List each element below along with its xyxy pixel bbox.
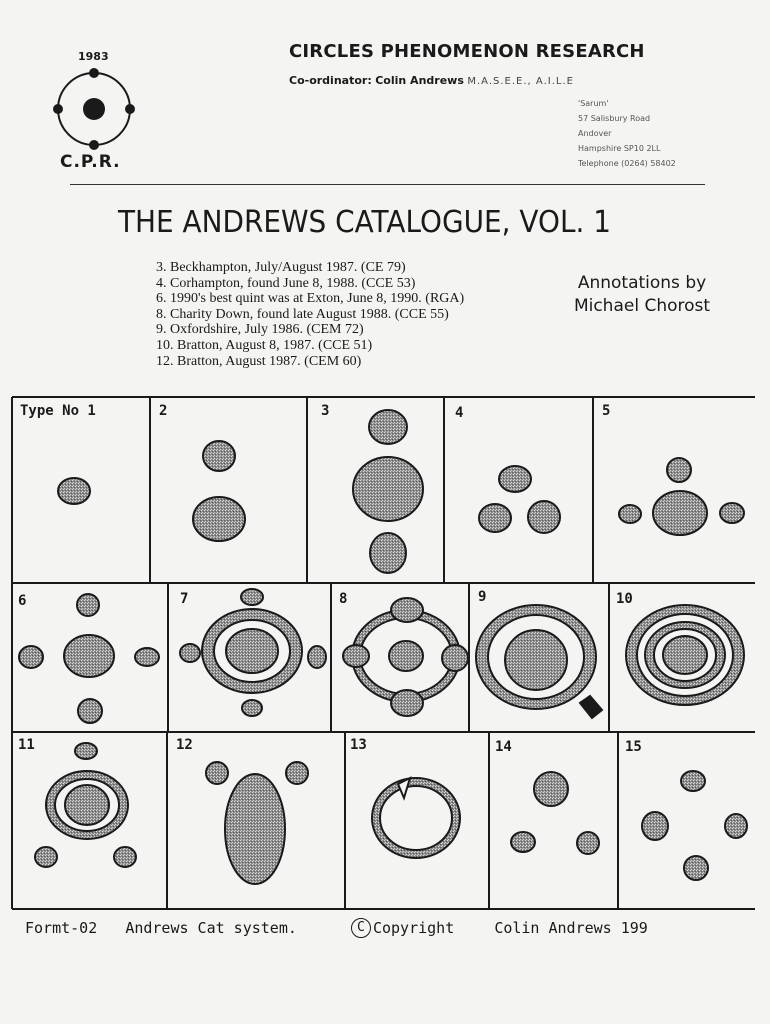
address-line: 57 Salisbury Road bbox=[578, 114, 651, 123]
footer bbox=[25, 918, 648, 938]
annotations-line: Michael Chorost bbox=[573, 296, 711, 316]
footer-owner: Colin Andrews 199 bbox=[494, 918, 648, 937]
formation-type-7 bbox=[180, 589, 326, 716]
formation-type-4 bbox=[479, 466, 560, 533]
type-label: 10 bbox=[616, 591, 633, 607]
address-line: Hampshire SP10 2LL bbox=[578, 144, 661, 153]
copyright-icon: C bbox=[351, 918, 371, 938]
address-line: Andover bbox=[578, 129, 612, 138]
type-label: 2 bbox=[159, 403, 168, 419]
type-label: 11 bbox=[18, 737, 35, 753]
formation-type-15 bbox=[642, 771, 747, 880]
note-item: 9. Oxfordshire, July 1986. (CEM 72) bbox=[156, 322, 364, 338]
coordinator-label: Co-ordinator: bbox=[289, 74, 372, 87]
note-item: 3. Beckhampton, July/August 1987. (CE 79) bbox=[156, 260, 406, 275]
organization-name: CIRCLES PHENOMENON RESEARCH bbox=[289, 41, 645, 62]
logo-initials: C.P.R. bbox=[60, 152, 121, 172]
type-label: 14 bbox=[495, 739, 512, 755]
type-label: 7 bbox=[180, 591, 189, 607]
footer-format: Formt-02 bbox=[25, 918, 98, 937]
coordinator-qualifications: M.A.S.E.E., A.I.L.E bbox=[467, 76, 574, 87]
formation-type-14 bbox=[511, 772, 599, 854]
formation-type-8 bbox=[343, 598, 468, 716]
type-label: 15 bbox=[625, 739, 642, 755]
type-label: 6 bbox=[18, 593, 27, 609]
formation-type-2 bbox=[193, 441, 245, 541]
coordinator-name: Colin Andrews bbox=[375, 74, 464, 87]
note-item: 6. 1990's best quint was at Exton, June 8, 1990. (RGA) bbox=[156, 291, 465, 307]
footer-copyright: Copyright bbox=[372, 918, 455, 937]
formation-type-9 bbox=[476, 605, 602, 718]
note-item: 10. Bratton, August 8, 1987. (CCE 51) bbox=[156, 337, 373, 353]
logo-year: 1983 bbox=[78, 50, 109, 63]
formation-type-12 bbox=[206, 762, 308, 884]
type-label: 9 bbox=[478, 589, 487, 605]
type-label: 4 bbox=[455, 405, 464, 421]
formation-type-6 bbox=[19, 594, 159, 723]
footer-system: Andrews Cat system. bbox=[125, 918, 297, 937]
type-label: 3 bbox=[321, 403, 330, 419]
note-item: 4. Corhampton, found June 8, 1988. (CCE 53) bbox=[156, 275, 416, 291]
formation-type-10 bbox=[626, 605, 744, 705]
type-label: 5 bbox=[602, 403, 611, 419]
formation-type-5 bbox=[619, 458, 744, 535]
formation-type-1 bbox=[58, 478, 90, 504]
page-title: THE ANDREWS CATALOGUE, VOL. 1 bbox=[118, 205, 612, 240]
annotations-line: Annotations by bbox=[577, 273, 707, 293]
note-item: 12. Bratton, August 1987. (CEM 60) bbox=[156, 353, 362, 369]
formation-type-11 bbox=[35, 743, 136, 867]
address-line: 'Sarum' bbox=[578, 99, 609, 108]
type-label: 8 bbox=[339, 591, 348, 607]
note-item: 8. Charity Down, found late August 1988. (CCE 55) bbox=[156, 306, 449, 322]
address-line: Telephone (0264) 58402 bbox=[578, 159, 676, 168]
formation-type-3 bbox=[353, 410, 423, 573]
formation-type-13 bbox=[372, 778, 460, 858]
type-label: Type No 1 bbox=[20, 403, 96, 419]
type-label: 12 bbox=[176, 737, 193, 753]
type-label: 13 bbox=[350, 737, 367, 753]
